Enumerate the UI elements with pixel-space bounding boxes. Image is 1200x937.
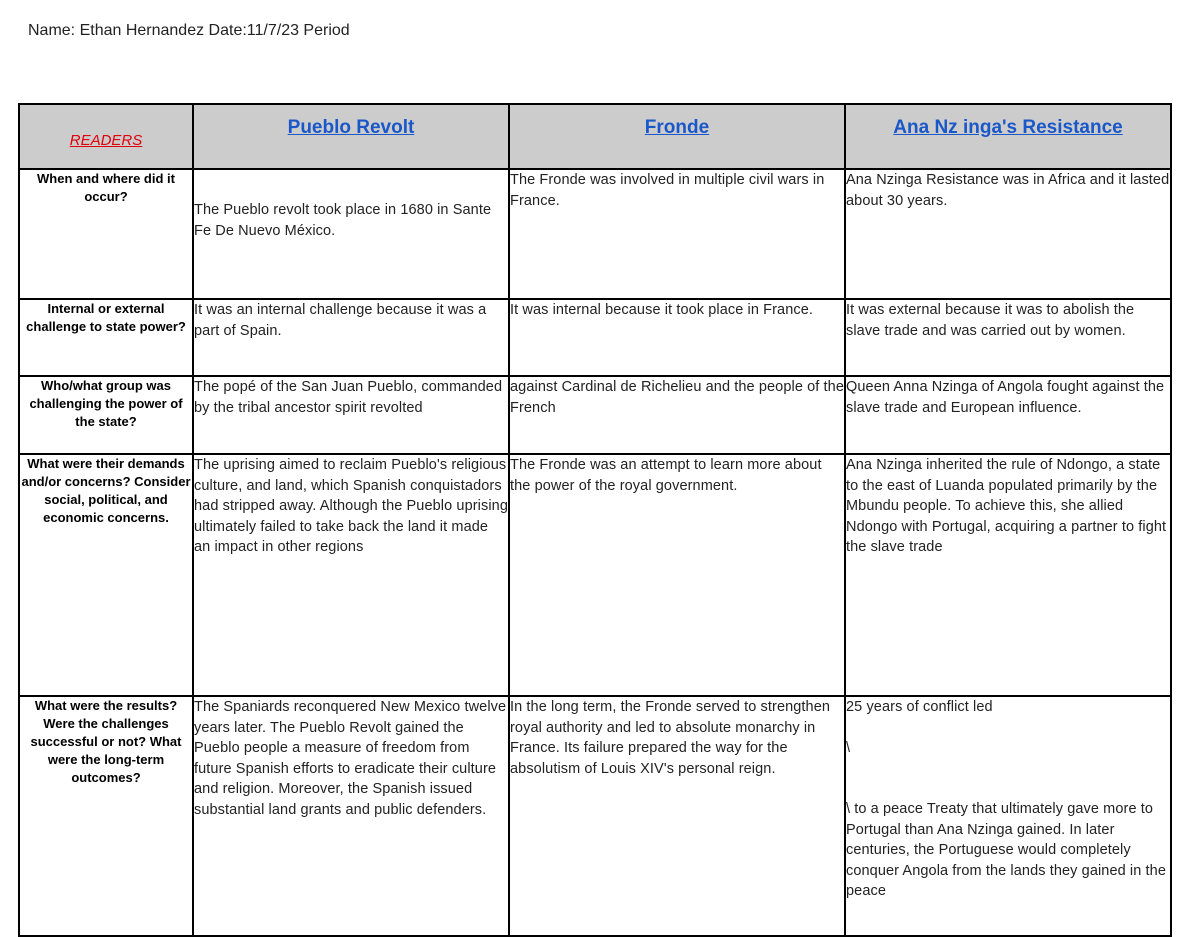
answer-cell-pueblo[interactable]: The Spaniards reconquered New Mexico twelve years later. The Pueblo Revolt gained the Pueblo people a measure of freedom from future Spanish efforts to eradicate their culture and religion. Moreover, the Spanish issued substantial land grants and public defenders. bbox=[193, 696, 509, 936]
table-row bbox=[19, 169, 1171, 299]
header-cell-readers bbox=[19, 104, 193, 169]
question-cell: What were their demands and/or concerns? Consider social, political, and economic concerns. bbox=[19, 454, 193, 696]
answer-cell-pueblo[interactable]: The uprising aimed to reclaim Pueblo's religious culture, and land, which Spanish conquistadors had stripped away. Although the Pueblo uprising ultimately failed to take back the land it made an impact in other regions bbox=[193, 454, 509, 696]
answer-paragraph: \ to a peace Treaty that ultimately gave more to Portugal than Ana Nzinga gained. In later centuries, the Portuguese would completely conquer Angola from the lands they gained in the peace bbox=[846, 801, 1166, 899]
question-cell: Who/what group was challenging the power of the state? bbox=[19, 376, 193, 454]
table-row bbox=[19, 454, 1171, 696]
answer-cell-fronde[interactable]: against Cardinal de Richelieu and the people of the French bbox=[509, 376, 845, 454]
question-cell: Internal or external challenge to state power? bbox=[19, 299, 193, 376]
answer-cell-fronde[interactable]: It was internal because it took place in France. bbox=[509, 299, 845, 376]
table-row bbox=[19, 299, 1171, 376]
answer-cell-fronde[interactable]: The Fronde was an attempt to learn more about the power of the royal government. bbox=[509, 454, 845, 696]
answer-cell-pueblo[interactable]: The Pueblo revolt took place in 1680 in Sante Fe De Nuevo México. bbox=[193, 169, 509, 299]
student-info-line: Name: Ethan Hernandez Date:11/7/23 Period bbox=[28, 22, 350, 39]
question-cell: When and where did it occur? bbox=[19, 169, 193, 299]
answer-paragraph: 25 years of conflict led bbox=[846, 699, 993, 715]
table-row bbox=[19, 696, 1171, 936]
header-cell-nzinga bbox=[845, 104, 1171, 169]
answer-cell-fronde[interactable]: In the long term, the Fronde served to strengthen royal authority and led to absolute monarchy in France. Its failure prepared the way for the absolutism of Louis XIV's personal reign. bbox=[509, 696, 845, 936]
answer-cell-nzinga[interactable]: Ana Nzinga inherited the rule of Ndongo, a state to the east of Luanda populated primarily by the Mbundu people. To achieve this, she allied Ndongo with Portugal, acquiring a partner to fight the slave trade bbox=[845, 454, 1171, 696]
table-row bbox=[19, 376, 1171, 454]
table-header-row bbox=[19, 104, 1171, 169]
answer-cell-nzinga[interactable] bbox=[845, 696, 1171, 936]
answer-cell-pueblo[interactable]: The popé of the San Juan Pueblo, commanded by the tribal ancestor spirit revolted bbox=[193, 376, 509, 454]
column-title-pueblo-revolt: Pueblo Revolt bbox=[287, 117, 415, 138]
answer-paragraph: \ bbox=[846, 739, 851, 756]
header-cell-pueblo bbox=[193, 104, 509, 169]
question-cell: What were the results? Were the challenges successful or not? What were the long-term outcomes? bbox=[19, 696, 193, 936]
header-cell-fronde bbox=[509, 104, 845, 169]
answer-cell-pueblo[interactable]: It was an internal challenge because it was a part of Spain. bbox=[193, 299, 509, 376]
answer-cell-nzinga[interactable]: Queen Anna Nzinga of Angola fought against the slave trade and European influence. bbox=[845, 376, 1171, 454]
column-title-fronde: Fronde bbox=[644, 117, 710, 138]
column-title-nzinga-resistance: Ana Nz inga's Resistance bbox=[893, 117, 1123, 138]
comparison-table bbox=[18, 103, 1172, 937]
readers-label: READERS bbox=[69, 132, 143, 149]
answer-cell-fronde[interactable]: The Fronde was involved in multiple civil wars in France. bbox=[509, 169, 845, 299]
answer-cell-nzinga[interactable]: Ana Nzinga Resistance was in Africa and it lasted about 30 years. bbox=[845, 169, 1171, 299]
answer-cell-nzinga[interactable]: It was external because it was to abolish the slave trade and was carried out by women. bbox=[845, 299, 1171, 376]
